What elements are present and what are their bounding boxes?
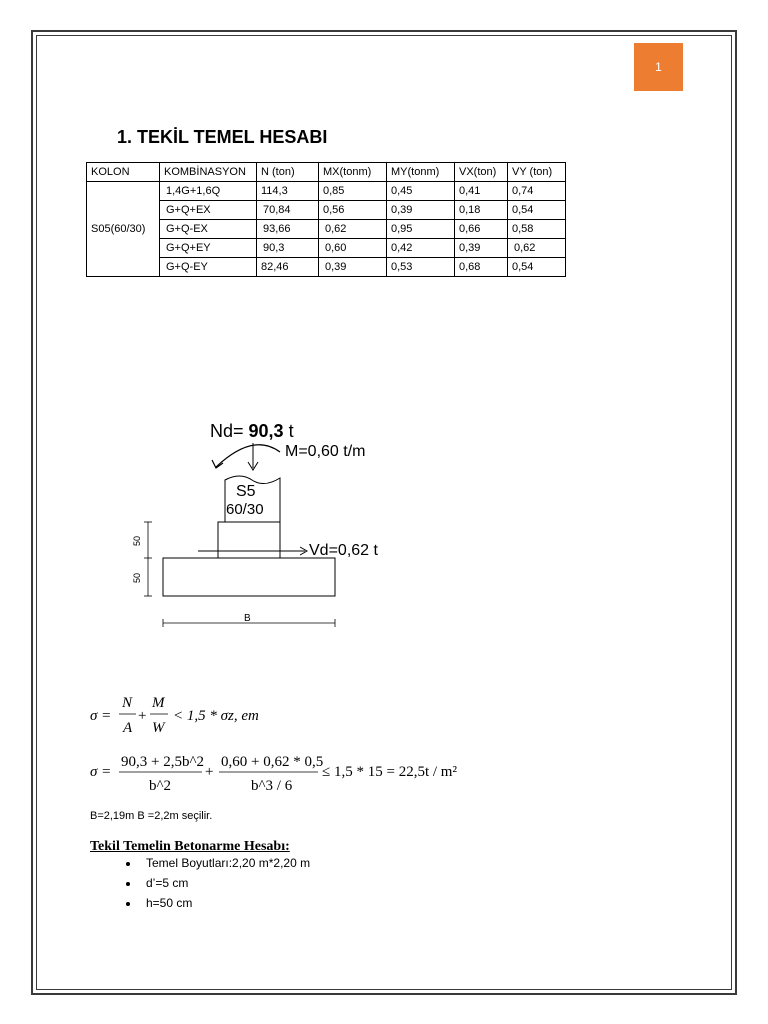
moment-label: M=0,60 t/m: [285, 443, 366, 460]
table-cell: 0,74: [508, 182, 566, 201]
table-cell: 0,62: [319, 220, 387, 239]
formula-plus: +: [138, 708, 147, 724]
table-header-cell: KOMBİNASYON: [160, 163, 257, 182]
table-cell: 0,85: [319, 182, 387, 201]
table-cell: 0,58: [508, 220, 566, 239]
stress-formula-numeric: [90, 748, 470, 796]
selection-note: B=2,19m B =2,2m seçilir.: [90, 810, 213, 822]
design-parameters-list: [90, 853, 310, 913]
table-cell: 0,95: [387, 220, 455, 239]
moment-arrow: [216, 445, 280, 467]
page-number-badge: [634, 43, 683, 91]
section-heading: 1. TEKİL TEMEL HESABI: [117, 127, 328, 147]
foundation-diagram: [120, 410, 420, 630]
formula-denominator: A: [123, 720, 133, 736]
pedestal: [218, 522, 280, 558]
page-number: 1: [655, 60, 662, 74]
table-cell: 0,54: [508, 258, 566, 277]
table-cell: 0,68: [455, 258, 508, 277]
table-cell: 93,66: [257, 220, 319, 239]
table-header-row: [87, 163, 566, 182]
table-cell: 0,62: [508, 239, 566, 258]
formula-denominator: W: [152, 720, 165, 736]
stress-formula-general: [90, 692, 390, 738]
table-cell: 0,42: [387, 239, 455, 258]
section-subtitle: Tekil Temelin Betonarme Hesabı:: [90, 839, 290, 854]
table-cell: 0,39: [319, 258, 387, 277]
table-cell: 0,66: [455, 220, 508, 239]
table-cell: G+Q-EY: [160, 258, 257, 277]
footing-height-label: 50: [132, 572, 142, 583]
table-cell: 0,53: [387, 258, 455, 277]
axial-load-label: Nd= 90,3 t: [210, 421, 294, 441]
formula-tail: < 1,5 * σz, em: [173, 708, 259, 724]
table-cell: 70,84: [257, 201, 319, 220]
column-size: 60/30: [226, 501, 264, 518]
table-header-cell: MX(tonm): [319, 163, 387, 182]
table-row: [87, 182, 566, 201]
formula-tail: ≤ 1,5 * 15 = 22,5t / m²: [322, 764, 457, 780]
column-name: S5: [236, 483, 256, 500]
formula-sigma: σ =: [90, 708, 112, 724]
table-cell: 0,41: [455, 182, 508, 201]
table-cell: 1,4G+1,6Q: [160, 182, 257, 201]
table-header-cell: VY (ton): [508, 163, 566, 182]
formula-denominator: b^2: [149, 778, 172, 794]
table-cell: G+Q+EX: [160, 201, 257, 220]
width-label: B: [244, 613, 251, 624]
list-item: • h=50 cm: [140, 893, 310, 913]
footing: [163, 558, 335, 596]
table-header-cell: KOLON: [87, 163, 160, 182]
table-cell: 82,46: [257, 258, 319, 277]
kolon-cell: S05(60/30): [87, 182, 160, 277]
formula-numerator: 90,3 + 2,5b^2: [121, 754, 204, 770]
table-header-cell: MY(tonm): [387, 163, 455, 182]
moment-arrowhead: [212, 460, 223, 468]
formula-sigma: σ =: [90, 764, 112, 780]
table-header-cell: VX(ton): [455, 163, 508, 182]
formula-denominator: b^3 / 6: [251, 778, 293, 794]
list-item: • d’=5 cm: [140, 873, 310, 893]
table-cell: 0,18: [455, 201, 508, 220]
formula-numerator: 0,60 + 0,62 * 0,5: [221, 754, 324, 770]
table-cell: 90,3: [257, 239, 319, 258]
table-cell: 0,39: [455, 239, 508, 258]
table-cell: 0,45: [387, 182, 455, 201]
table-cell: 0,60: [319, 239, 387, 258]
formula-numerator: N: [122, 695, 133, 711]
table-cell: G+Q-EX: [160, 220, 257, 239]
formula-numerator: M: [152, 695, 165, 711]
table-cell: G+Q+EY: [160, 239, 257, 258]
list-item: • Temel Boyutları:2,20 m*2,20 m: [140, 853, 310, 873]
formula-plus: +: [205, 764, 214, 780]
table-cell: 0,39: [387, 201, 455, 220]
load-combinations-table: [86, 162, 566, 277]
table-cell: 0,54: [508, 201, 566, 220]
pedestal-height-label: 50: [132, 535, 142, 546]
shear-label: Vd=0,62 t: [309, 542, 378, 559]
table-header-cell: N (ton): [257, 163, 319, 182]
table-cell: 114,3: [257, 182, 319, 201]
table-cell: 0,56: [319, 201, 387, 220]
